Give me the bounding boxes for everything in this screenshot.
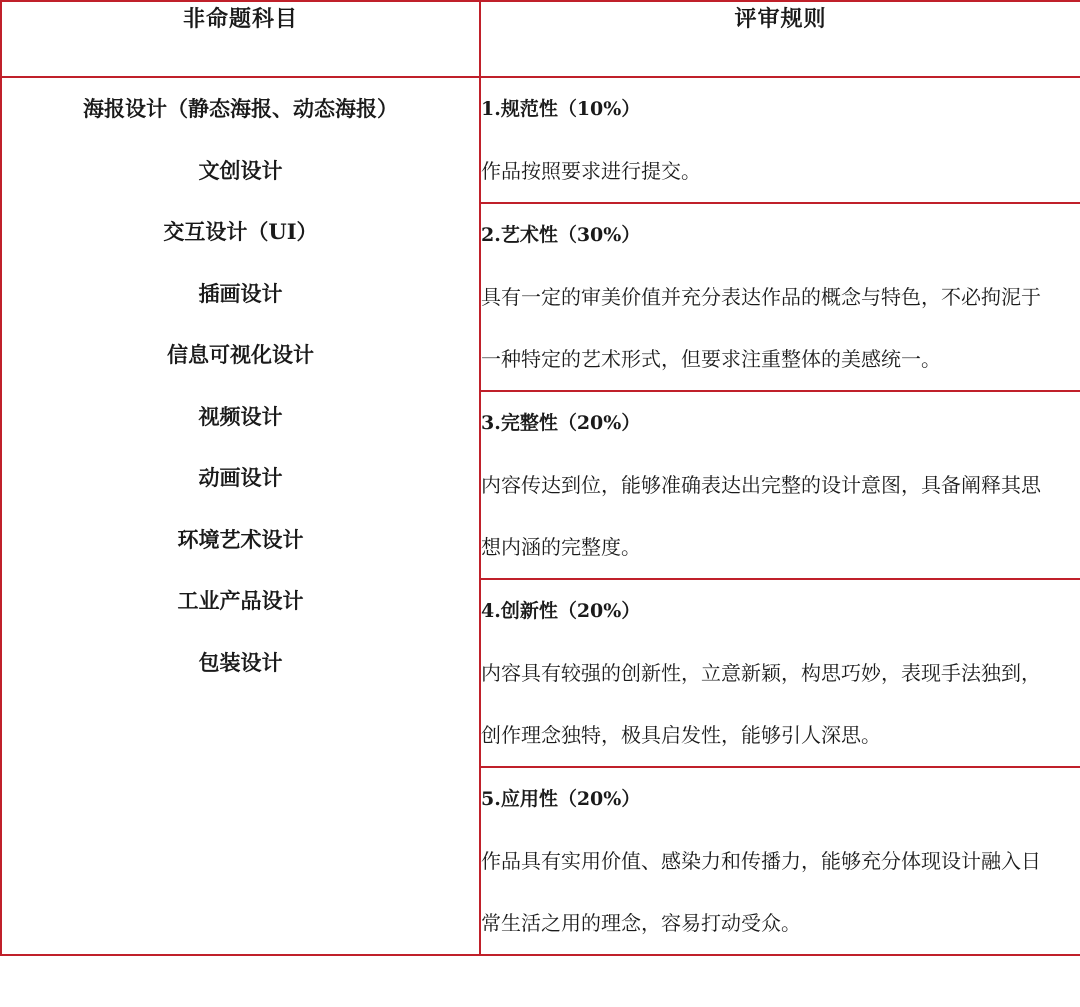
rule-text: 内容传达到位，能够准确表达出完整的设计意图，具备阐释其思想内涵的完整度。 <box>481 473 1041 559</box>
header-row <box>1 1 1080 77</box>
rule-cell <box>480 203 1080 391</box>
subject-item: 包装设计 <box>198 649 283 675</box>
rule-text: 作品具有实用价值、感染力和传播力，能够充分体现设计融入日常生活之用的理念，容易打动受众。 <box>481 849 1041 935</box>
rule-title: 1.规范性（10%） <box>481 98 641 120</box>
rule-text: 内容具有较强的创新性，立意新颖，构思巧妙，表现手法独到，创作理念独特，极具启发性，能够引人深思。 <box>481 661 1041 747</box>
rule-cell <box>480 77 1080 203</box>
subject-item: 海报设计（静态海报、动态海报） <box>83 96 398 121</box>
rule-title: 3.完整性（20%） <box>481 412 641 434</box>
subject-item: 环境艺术设计 <box>177 526 304 552</box>
subjects-cell <box>1 77 480 955</box>
rule-cell <box>480 391 1080 579</box>
subject-item: 视频设计 <box>198 403 283 429</box>
rule-title: 2.艺术性（30%） <box>481 224 641 246</box>
rule-row <box>1 77 1080 203</box>
subject-item: 交互设计（UI） <box>163 219 318 244</box>
rule-text: 作品按照要求进行提交。 <box>481 159 701 183</box>
rule-cell <box>480 579 1080 767</box>
subject-column-header: 非命题科目 <box>1 1 480 77</box>
rule-text: 具有一定的审美价值并充分表达作品的概念与特色，不必拘泥于一种特定的艺术形式，但要求注重整体的美感统一。 <box>481 285 1041 371</box>
rule-title: 4.创新性（20%） <box>481 600 641 622</box>
subject-item: 插画设计 <box>198 280 283 306</box>
rules-column-header: 评审规则 <box>480 1 1080 77</box>
subject-item: 工业产品设计 <box>177 588 304 613</box>
subject-item: 信息可视化设计 <box>167 342 314 367</box>
rule-cell <box>480 767 1080 955</box>
rule-title: 5.应用性（20%） <box>481 788 641 810</box>
subject-item: 动画设计 <box>198 465 283 490</box>
subject-list <box>2 78 479 693</box>
subject-item: 文创设计 <box>198 157 283 183</box>
